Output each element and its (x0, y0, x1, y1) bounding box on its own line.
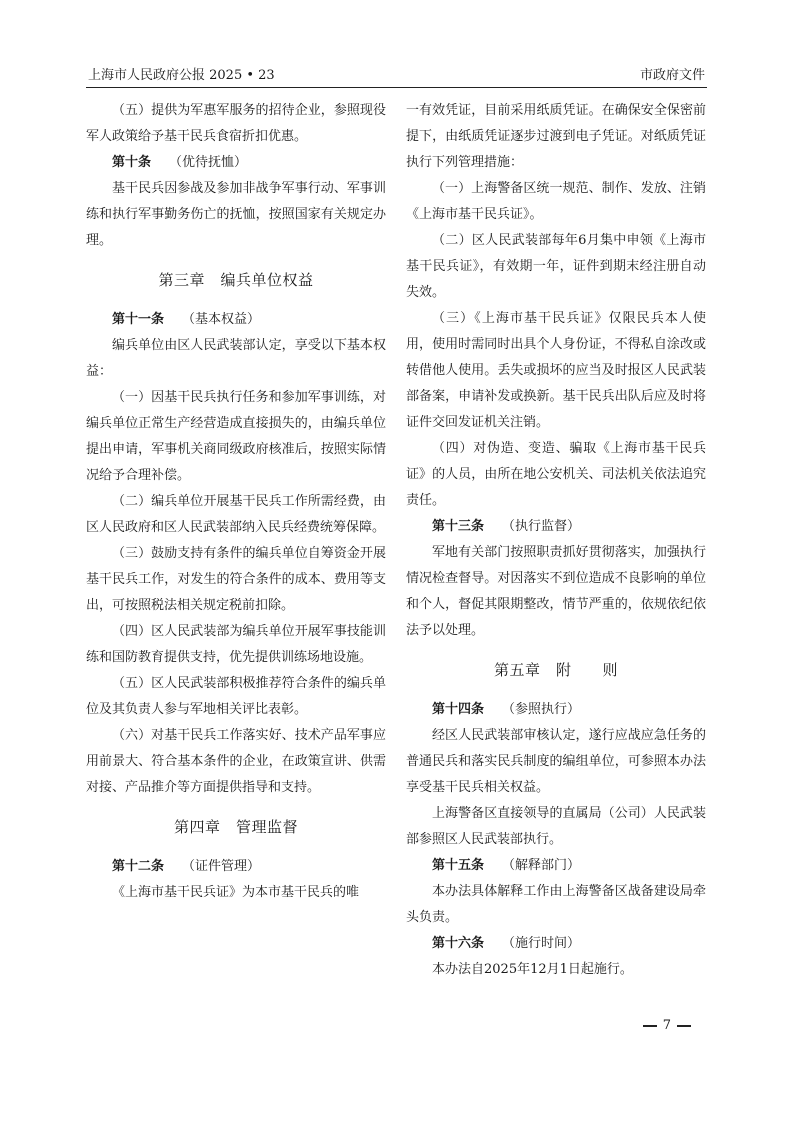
document-category: 市政府文件 (639, 68, 705, 83)
paragraph: 基干民兵因参战及参加非战争军事行动、军事训练和执行军事勤务伤亡的抚恤，按照国家有关规定办理。 (86, 181, 386, 248)
footer-dash-left (643, 1025, 657, 1027)
article-title: （证件管理） (182, 859, 261, 874)
article-title: （基本权益） (182, 312, 261, 327)
list-item: （四）对伪造、变造、骗取《上海市基干民兵证》的人员，由所在地公安机关、司法机关依法追究责任。 (406, 441, 706, 508)
list-item: （一）因基干民兵执行任务和参加军事训练，对编兵单位正常生产经营造成直接损失的，由编兵单位提出申请，军事机关商同级政府核准后，按照实际情况给予合理补偿。 (86, 390, 386, 483)
article-number: 第十三条 (432, 519, 485, 534)
paragraph: 经区人民武装部审核认定，遂行应战应急任务的普通民兵和落实民兵制度的编组单位，可参照本办法享受基干民兵相关权益。 (406, 728, 706, 795)
list-item: （六）对基干民兵工作落实好、技术产品军事应用前景大、符合基本条件的企业，在政策宣讲、供需对接、产品推介等方面提供指导和支持。 (86, 728, 386, 795)
article-title: （施行时间） (502, 936, 581, 951)
page-footer (637, 1018, 697, 1033)
article-number: 第十五条 (432, 858, 485, 873)
header-rule (86, 87, 707, 88)
article-title: （参照执行） (502, 702, 581, 717)
paragraph: 军地有关部门按照职责抓好贯彻落实，加强执行情况检查督导。对因落实不到位造成不良影响的单位和个人，督促其限期整改，情节严重的，依规依纪依法予以处理。 (406, 545, 706, 638)
list-item: （二）区人民武装部每年6月集中申领《上海市基干民兵证》，有效期一年，证件到期末经注册自动失效。 (406, 233, 706, 300)
footer-dash-right (677, 1025, 691, 1027)
article-title: （优待抚恤） (169, 155, 248, 170)
paragraph: （五）提供为军惠军服务的招待企业，参照现役军人政策给予基干民兵食宿折扣优惠。 (86, 103, 386, 144)
article-heading (86, 150, 386, 176)
chapter-heading: 第三章 编兵单位权益 (158, 271, 314, 289)
article-number: 第十条 (112, 155, 152, 170)
chapter-heading: 第五章 附 则 (493, 661, 618, 679)
page-header (88, 64, 705, 86)
article-heading (406, 853, 706, 879)
article-number: 第十二条 (112, 859, 165, 874)
left-column (86, 98, 386, 906)
paragraph: 上海警备区直接领导的直属局（公司）人民武装部参照区人民武装部执行。 (406, 806, 706, 847)
article-heading (406, 697, 706, 723)
article-title: （解释部门） (502, 858, 581, 873)
right-column (406, 98, 706, 983)
list-item: （一）上海警备区统一规范、制作、发放、注销《上海市基干民兵证》。 (406, 181, 706, 222)
article-heading (86, 854, 386, 880)
article-heading (406, 514, 706, 540)
article-number: 第十一条 (112, 312, 165, 327)
paragraph: 本办法自2025年12月1日起施行。 (432, 962, 633, 977)
article-heading (86, 307, 386, 333)
paragraph: 《上海市基干民兵证》为本市基干民兵的唯 (112, 885, 360, 900)
article-number: 第十六条 (432, 936, 485, 951)
chapter-heading: 第四章 管理监督 (173, 818, 298, 836)
page-number: 7 (662, 1018, 671, 1033)
list-item: （三）鼓励支持有条件的编兵单位自筹资金开展基干民兵工作，对发生的符合条件的成本、费用等支出，可按照税法相关规定税前扣除。 (86, 546, 386, 613)
article-title: （执行监督） (502, 519, 581, 534)
article-heading (406, 931, 706, 957)
paragraph: 编兵单位由区人民武装部认定，享受以下基本权益： (86, 338, 386, 379)
list-item: （五）区人民武装部积极推荐符合条件的编兵单位及其负责人参与军地相关评比表彰。 (86, 676, 386, 717)
list-item: （三）《上海市基干民兵证》仅限民兵本人使用，使用时需同时出具个人身份证，不得私自涂改或转借他人使用。丢失或损坏的应当及时报区人民武装部备案，申请补发或换新。基干民兵出队后应及时将证件交回发证机关注销。 (406, 311, 706, 430)
paragraph: 一有效凭证，目前采用纸质凭证。在确保安全保密前提下，由纸质凭证逐步过渡到电子凭证。对纸质凭证执行下列管理措施： (406, 103, 706, 170)
paragraph: 本办法具体解释工作由上海警备区战备建设局牵头负责。 (406, 884, 706, 925)
list-item: （二）编兵单位开展基干民兵工作所需经费，由区人民政府和区人民武装部纳入民兵经费统筹保障。 (86, 494, 386, 535)
article-number: 第十四条 (432, 702, 485, 717)
list-item: （四）区人民武装部为编兵单位开展军事技能训练和国防教育提供支持，优先提供训练场地设施。 (86, 624, 386, 665)
publication-title: 上海市人民政府公报 2025 • 23 (88, 68, 275, 83)
